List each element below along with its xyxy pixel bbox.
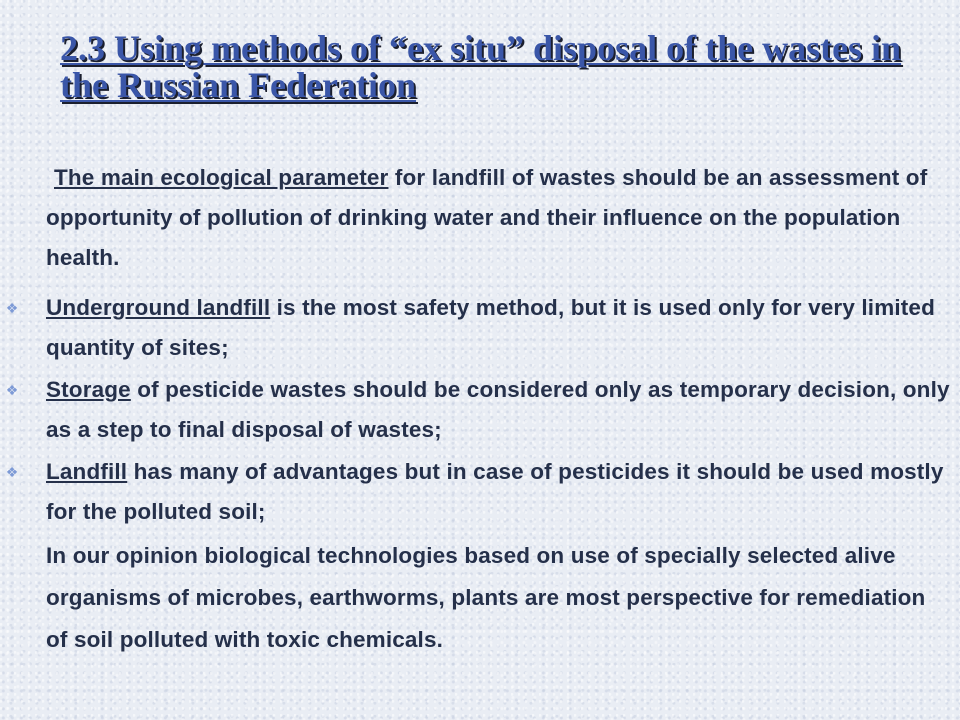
diamond-bullet-icon: ❖ xyxy=(5,464,19,480)
diamond-bullet-icon: ❖ xyxy=(5,382,19,398)
bullet-underground-landfill xyxy=(46,288,951,368)
intro-text: for landfill of wastes should be an assessment of opportunity of pollution of drinking water and their influence on the population health. xyxy=(46,165,928,270)
bullet-text: is the most safety method, but it is used only for very limited quantity of sites; xyxy=(46,295,935,360)
bullet-key-term: Storage xyxy=(46,377,131,402)
bullet-key-term: Underground landfill xyxy=(46,295,271,320)
slide-title: 2.3 Using methods of “ex situ” disposal of the wastes in the Russian Federation xyxy=(60,28,902,105)
bullet-text: of pesticide wastes should be considered only as temporary decision, only as a step to final disposal of wastes; xyxy=(46,377,950,442)
bullet-key-term: Landfill xyxy=(46,459,128,484)
conclusion-paragraph: In our opinion biological technologies based on use of specially selected alive organisms of microbes, earthworms, plants are most perspective for remediation of soil polluted with toxic chemicals. xyxy=(46,543,926,652)
bullet-text: has many of advantages but in case of pesticides it should be used mostly for the polluted soil; xyxy=(46,459,944,524)
bullet-storage xyxy=(46,370,951,450)
intro-key-term: The main ecological parameter xyxy=(54,165,389,190)
intro-paragraph xyxy=(46,158,951,278)
bullet-landfill xyxy=(46,452,951,532)
diamond-bullet-icon: ❖ xyxy=(5,300,19,316)
